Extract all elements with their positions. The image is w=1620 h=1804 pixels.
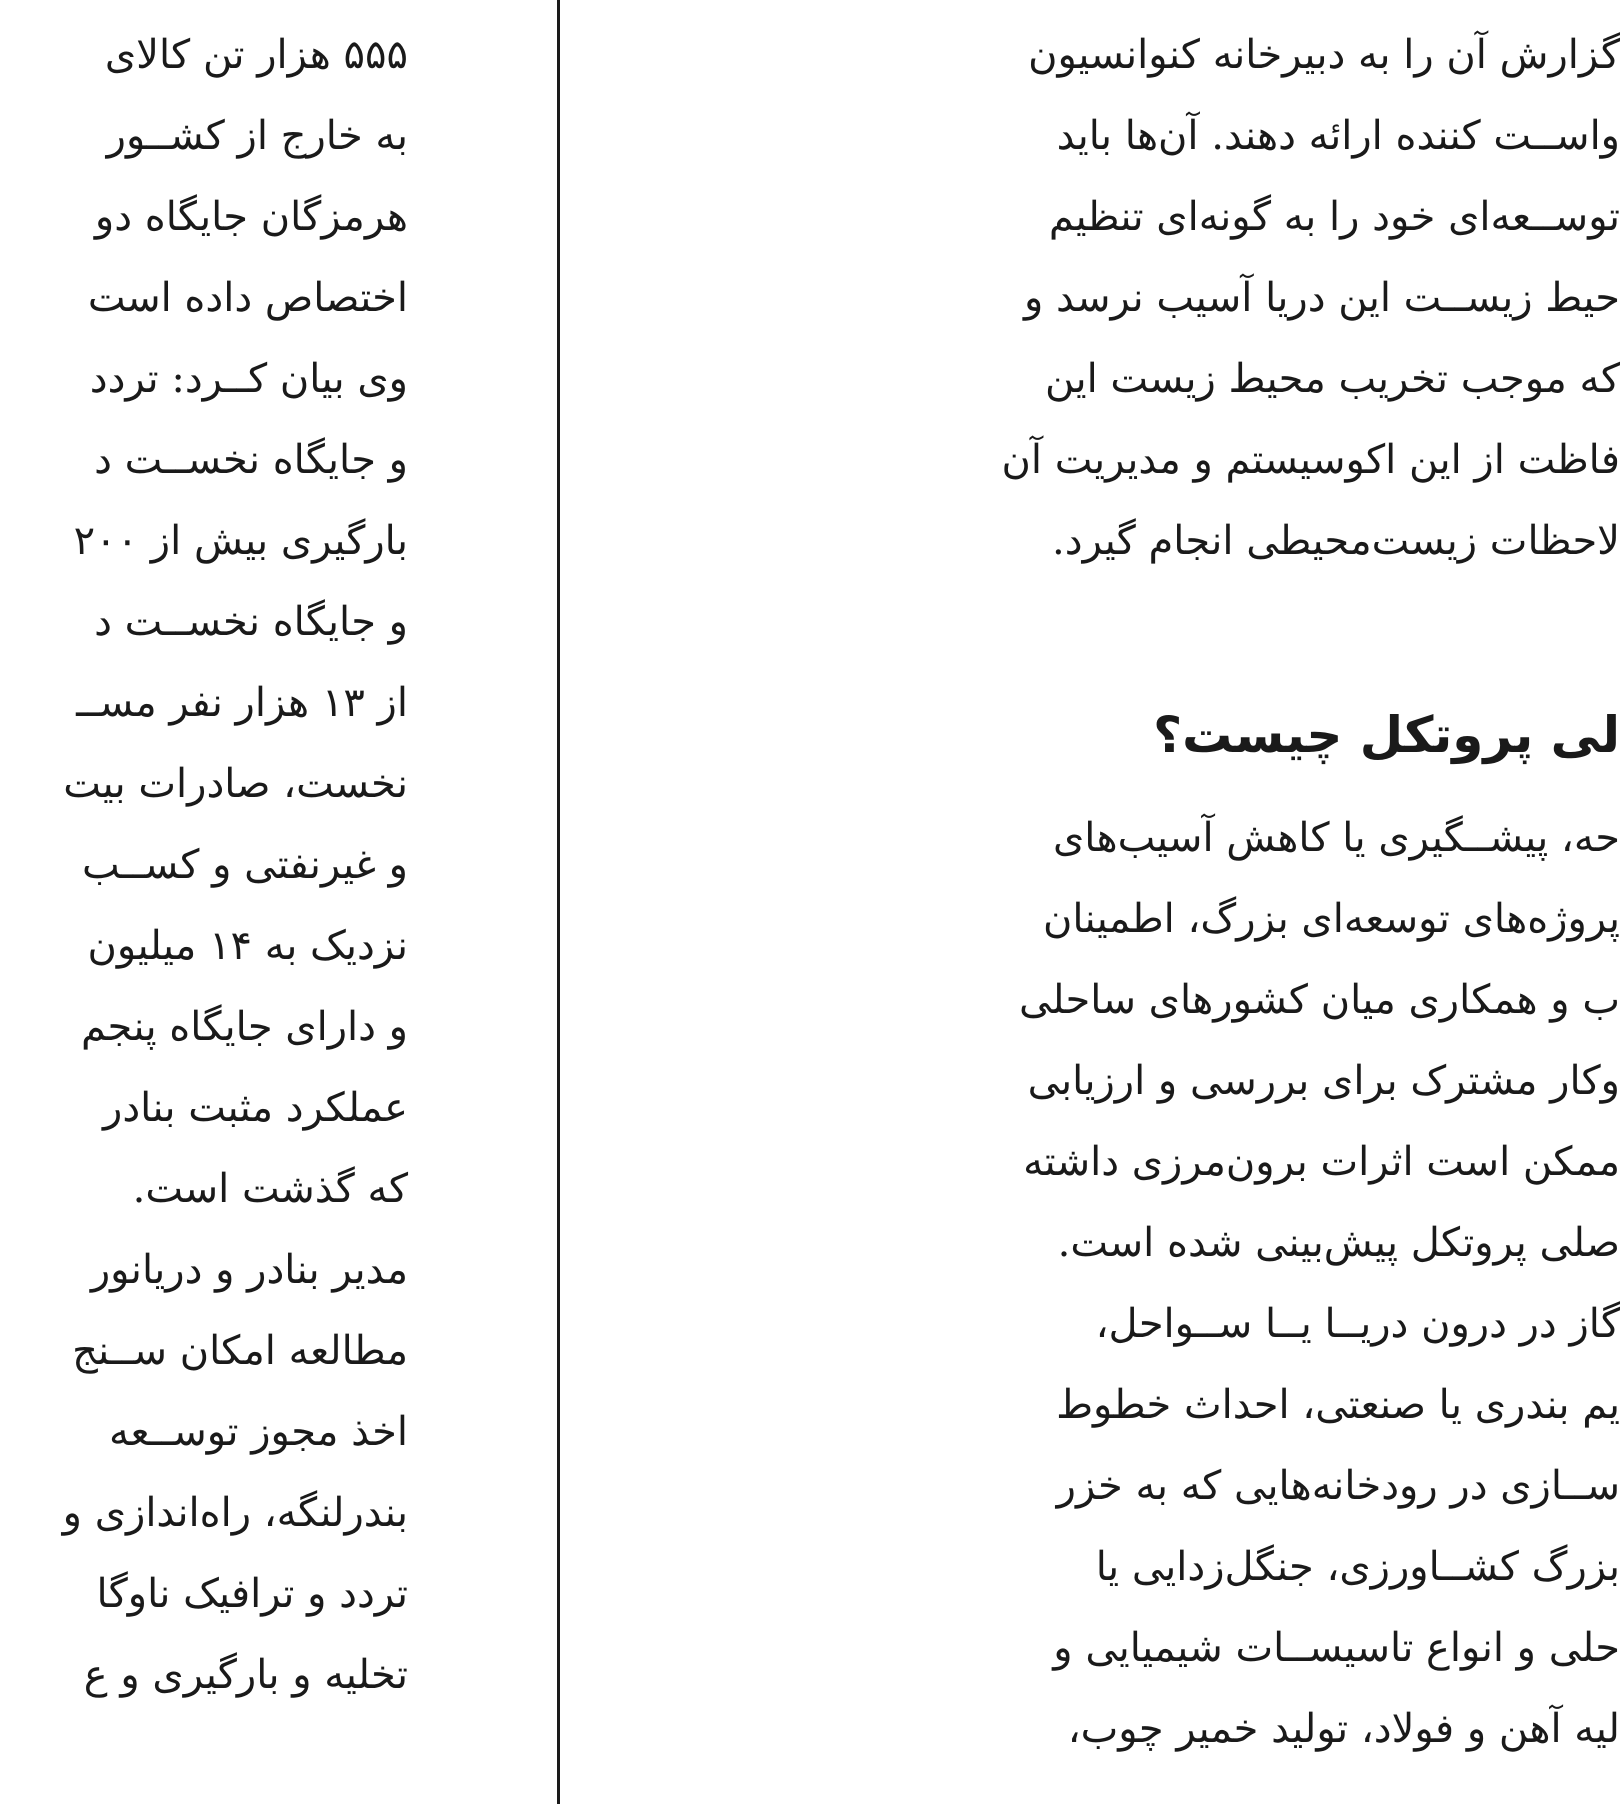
left-line: مطالعه امکان ســنج <box>72 1328 408 1374</box>
right-line: حلی و انواع تاسیســات شیمیایی و <box>1053 1625 1620 1671</box>
left-line: و جایگاه نخســت د <box>94 599 408 645</box>
left-line: که گذشت است. <box>132 1166 408 1212</box>
column-divider <box>557 0 560 1804</box>
left-line: و جایگاه نخســت د <box>94 437 408 483</box>
right-line: ســازی در رودخانه‌هایی که به خزر <box>1056 1463 1620 1509</box>
left-line: تخلیه و بارگیری و ع <box>83 1652 408 1698</box>
left-column <box>0 0 408 1804</box>
left-line: عملکرد مثبت بنادر <box>103 1085 408 1131</box>
right-line: گزارش آن را به دبیرخانه کنوانسیون <box>1028 32 1620 78</box>
left-line: تردد و ترافیک ناوگا <box>96 1571 408 1617</box>
right-line: لاحظات زیست‌محیطی انجام گیرد. <box>1052 518 1620 564</box>
right-line: که موجب تخریب محیط زیست این <box>1045 356 1620 402</box>
right-line: وکار مشترک برای بررسی و ارزیابی <box>1027 1058 1620 1104</box>
right-line: یم بندری یا صنعتی، احداث خطوط <box>1056 1382 1620 1428</box>
section-heading: لی پروتکل چیست؟ <box>1153 706 1620 764</box>
left-line: وی بیان کــرد: تردد <box>89 356 408 402</box>
right-line: گاز در درون دریــا یــا ســواحل، <box>1095 1301 1620 1347</box>
right-line: صلی پروتکل پیش‌بینی شده است. <box>1057 1220 1620 1266</box>
right-line: فاظت از این اکوسیستم و مدیریت آن <box>1001 437 1620 483</box>
left-line: نزدیک به ۱۴ میلیون <box>87 923 408 969</box>
left-line: هرمزگان جایگاه دو <box>94 194 408 240</box>
right-line: لیه آهن و فولاد، تولید خمیر چوب، <box>1067 1706 1620 1752</box>
right-line: حه، پیشــگیری یا کاهش آسیب‌های <box>1052 815 1620 861</box>
left-line: اخذ مجوز توســعه <box>109 1409 408 1455</box>
left-line: و غیرنفتی و کســب <box>81 842 408 888</box>
left-line: و دارای جایگاه پنجم <box>80 1004 408 1050</box>
left-line: ۵۵۵ هزار تن کالای <box>104 32 408 78</box>
left-line: به خارج از کشــور <box>106 113 408 159</box>
left-line: بندرلنگه، راه‌اندازی و <box>62 1490 408 1536</box>
right-column <box>700 0 1620 1804</box>
right-line: واســت کننده ارائه دهند. آن‌ها باید <box>1056 113 1620 159</box>
right-line: بزرگ کشــاورزی، جنگل‌زدایی یا <box>1095 1544 1620 1590</box>
left-line: نخست، صادرات بیت <box>63 761 408 807</box>
right-line: ب و همکاری میان کشورهای ساحلی <box>1018 977 1620 1023</box>
left-line: بارگیری بیش از ۲۰۰ <box>73 518 408 564</box>
left-line: از ۱۳ هزار نفر مســ <box>76 680 408 726</box>
right-line: حیط زیســت این دریا آسیب نرسد و <box>1023 275 1620 321</box>
right-line: ممکن است اثرات برون‌مرزی داشته <box>1023 1139 1620 1185</box>
left-line: اختصاص داده است <box>87 275 408 321</box>
left-line: مدیر بنادر و دریانور <box>90 1247 408 1293</box>
right-line: توســعه‌ای خود را به گونه‌ای تنظیم <box>1048 194 1620 240</box>
right-line: پروژه‌های توسعه‌ای بزرگ، اطمینان <box>1042 896 1620 942</box>
